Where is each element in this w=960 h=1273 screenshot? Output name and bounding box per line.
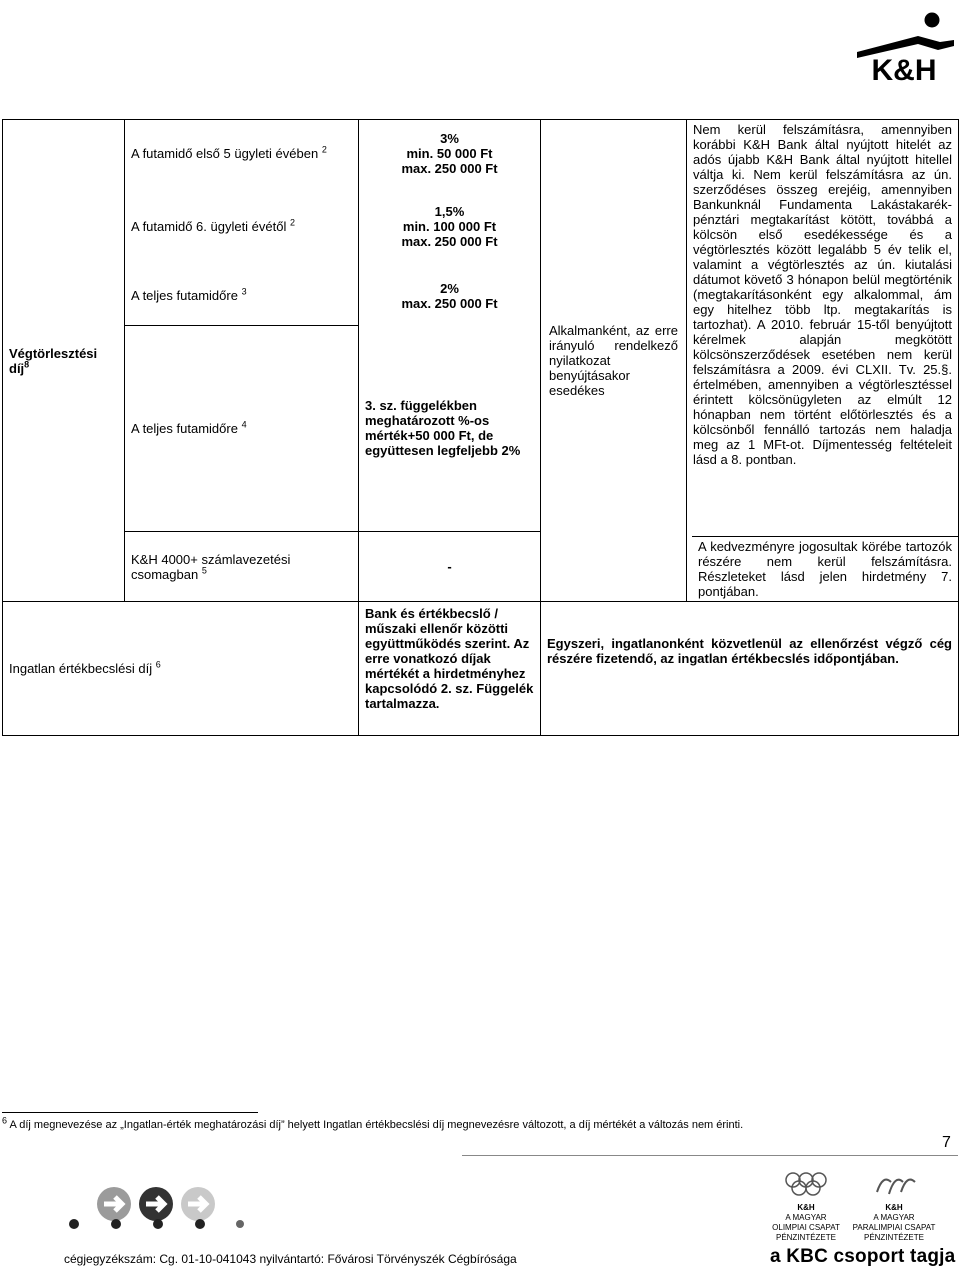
row-desc-1: A futamidő első 5 ügyleti évében $^2$ [125, 120, 359, 188]
paralympic-icon [869, 1170, 919, 1200]
ertekbecslesi-label-cell: Ingatlan értékbecslési díj $^6$ [3, 602, 359, 736]
row-desc-5: K&H 4000+ számlavezetési csomagban $^5$ [125, 532, 359, 602]
page-number: 7 [942, 1134, 951, 1151]
vegtorlesztes-label-cell [3, 120, 125, 602]
arrow-decoration [64, 1180, 244, 1240]
company-registration: cégjegyzékszám: Cg. 01-10-041043 nyilvántartó: Fővárosi Törvényszék Cégbírósága [64, 1252, 517, 1266]
ertekbecslesi-note: Egyszeri, ingatlanonként közvetlenül az ellenőrzést végző cég részére fizetendő, az ingatlan értékbecslés időpontjában. [541, 602, 959, 736]
dark-circle-arrow-icon [139, 1187, 173, 1221]
fee-table [2, 119, 959, 736]
footnote [2, 1115, 942, 1132]
kbc-tagline: a KBC csoport tagja [770, 1246, 956, 1267]
olympic-badge: K&H A MAGYAR OLIMPIAI CSAPAT PÉNZINTÉZETE [770, 1170, 842, 1243]
footnote-number: 6 [2, 1115, 8, 1126]
footnote-text: A díj megnevezése az „Ingatlan-érték meghatározási díj” helyett Ingatlan értékbecslési díj megnevezésre változott, a díj mértékét a változás nem érinti. [9, 1119, 744, 1131]
ertekbecslesi-fee: Bank és értékbecslő / műszaki ellenőr közötti együttműködés szerint. Az erre vonatkozó díjak mértékét a hirdetményhez kapcsolódó 2. sz. Függelék tartalmazza. [359, 602, 541, 736]
row-fee-4: 3. sz. függelékben meghatározott %-os mérték+50 000 Ft, de együttesen legfeljebb 2% [359, 326, 541, 532]
row-fee-3: 2% max. 250 000 Ft [359, 266, 541, 326]
gray-circle-arrow-icon [97, 1187, 131, 1221]
logo-dot-icon [925, 13, 940, 28]
paralympic-badge: K&H A MAGYAR PARALIMPIAI CSAPAT PÉNZINTÉZETE [846, 1170, 942, 1243]
logo-text: K&H [871, 54, 937, 82]
notes-row5: A kedvezményre jogosultak körébe tartozók részére nem kerül felszámításra. Részleteket lásd jelen hirdetmény 7. pontjában. [692, 536, 958, 599]
footnote-divider [2, 1112, 258, 1113]
vegtorlesztes-label: Végtörlesztési díj [9, 345, 98, 376]
vegtorlesztes-label-sup: 8 [24, 359, 30, 370]
kh-logo [852, 6, 956, 82]
row-desc-2: A futamidő 6. ügyleti évétől $^2$ [125, 188, 359, 266]
row-fee-1: 3% min. 50 000 Ft max. 250 000 Ft [359, 120, 541, 188]
footer-divider [462, 1155, 958, 1156]
row-desc-3: A teljes futamidőre $^3$ [125, 266, 359, 326]
ertekbecslesi-label: Ingatlan értékbecslési díj [9, 661, 153, 676]
vegtorlesztes-notes: Nem kerül felszámításra, amennyiben korábbi K&H Bank által nyújtott hitelét az adós újabb K&H Bank által nyújtott hitellel váltja ki. Nem kerül felszámításra az ún. szerződéses összeg erejéig, amennyiben Bankunknál Fundamenta Lakástakarék-pénztári megtakarítást kötött, továbbá a kölcsön első esedékessége és a végtörlesztés között legalább 5 év telik el, valamint a végtörlesztés az ún. kiutalási dátumot követő 3 hónapon belül megtörténik (megtakarításonként egy alkalommal, ám egy hitelhez több ltp. megtakarítás is tartozhat). A 2010. február 15-től benyújtott kérelmek alapján megkötött kölcsönszerződések esetében nem kerül felszámításra a 2009. évi CLXII. Tv. 25.§. értelmében, amennyiben a végtörlesztéssel érintett kölcsönügyleten az elmúlt 12 hónapban nem történt előtörlesztés és a kölcsönből fennálló tartozás nem haladja meg az 1 MFt-ot. Díjmentesség feltételeit lásd a 8. pontban. [687, 120, 959, 602]
light-circle-arrow-icon [181, 1187, 215, 1221]
row-fee-5: - [359, 532, 541, 602]
olympic-rings-icon [781, 1170, 831, 1200]
vegtorlesztes-when: Alkalmanként, az erre irányuló rendelkező nyilatkozat benyújtásakor esedékes [541, 120, 687, 602]
row-fee-2: 1,5% min. 100 000 Ft max. 250 000 Ft [359, 188, 541, 266]
row-desc-4: A teljes futamidőre $^4$ [125, 326, 359, 532]
small-arrow-icons [69, 1219, 244, 1229]
